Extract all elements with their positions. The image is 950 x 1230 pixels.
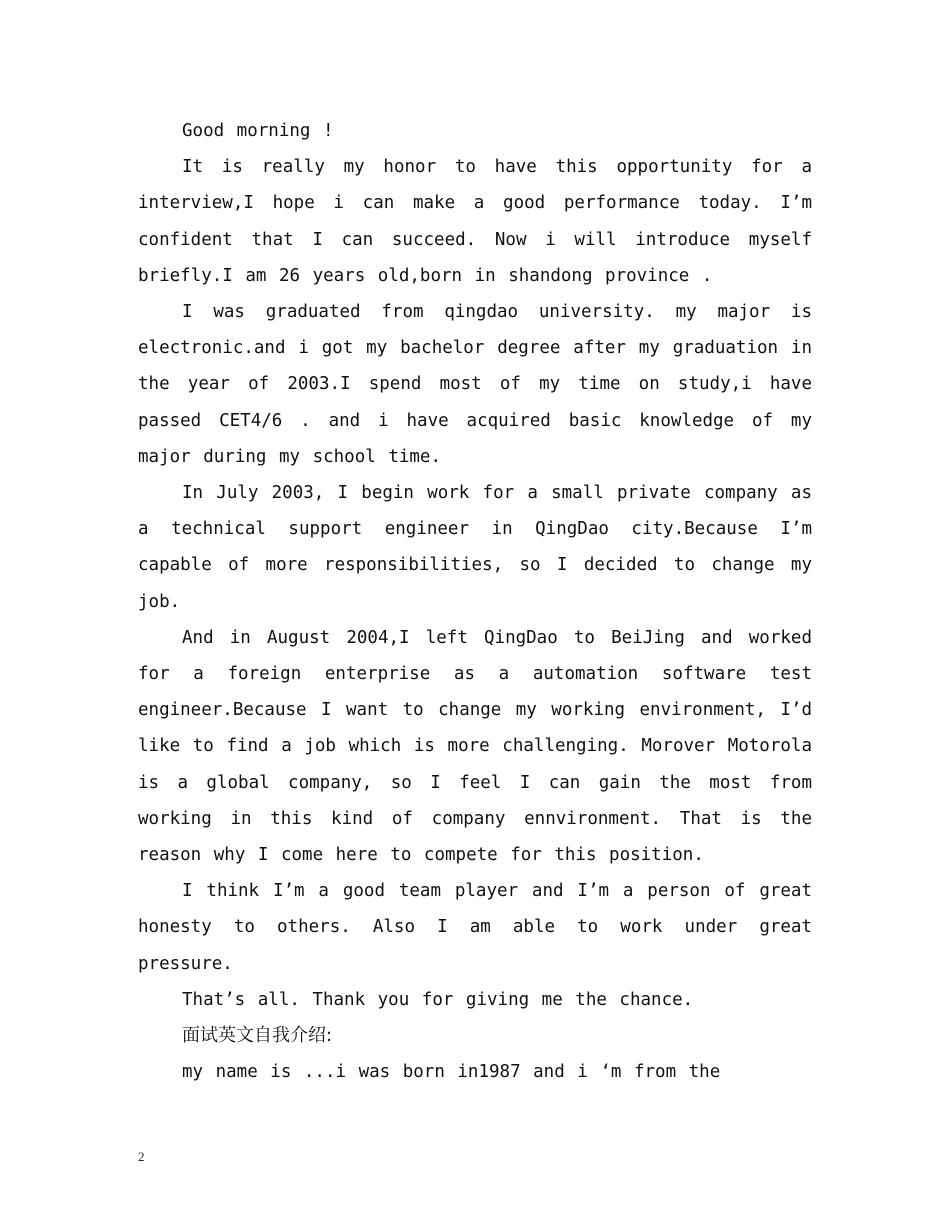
document-body bbox=[138, 113, 812, 1090]
page-number: 2 bbox=[138, 1149, 145, 1164]
paragraph-greeting: Good morning ! bbox=[182, 121, 334, 141]
paragraph-intro: It is really my honor to have this opportunity for a interview,I hope i can make a good performance today. I’m confident that I can succeed. Now i will introduce myself briefly.I am 26 years old,born in shandong province . bbox=[138, 157, 812, 286]
paragraph-closing: That’s all. Thank you for giving me the chance. bbox=[182, 989, 694, 1010]
paragraph-first-job: In July 2003, I begin work for a small private company as a technical support engineer in QingDao city.Because I’m capable of more responsibilities, so I decided to change my job. bbox=[138, 483, 812, 612]
paragraph-personality: I think I’m a good team player and I’m a person of great honesty to others. Also I am able to work under great pressure. bbox=[138, 881, 812, 974]
paragraph-second-intro: my name is ...i was born in1987 and i ‘m from the bbox=[182, 1062, 721, 1083]
paragraph-second-job: And in August 2004,I left QingDao to BeiJing and worked for a foreign enterprise as a automation software test engineer.Because I want to change my working environment, I’d like to find a job which is more challenging. Morover Motorola is a global company, so I feel I can gain the most from working in this kind of company ennvironment. That is the reason why I come here to compete for this position. bbox=[138, 627, 812, 866]
paragraph-education: I was graduated from qingdao university. my major is electronic.and i got my bachelor degree after my graduation in the year of 2003.I spend most of my time on study,i have passed CET4/6 . and i have acquired basic knowledge of my major during my school time. bbox=[138, 302, 812, 467]
section-heading-chinese: 面试英文自我介绍: bbox=[182, 1025, 333, 1047]
